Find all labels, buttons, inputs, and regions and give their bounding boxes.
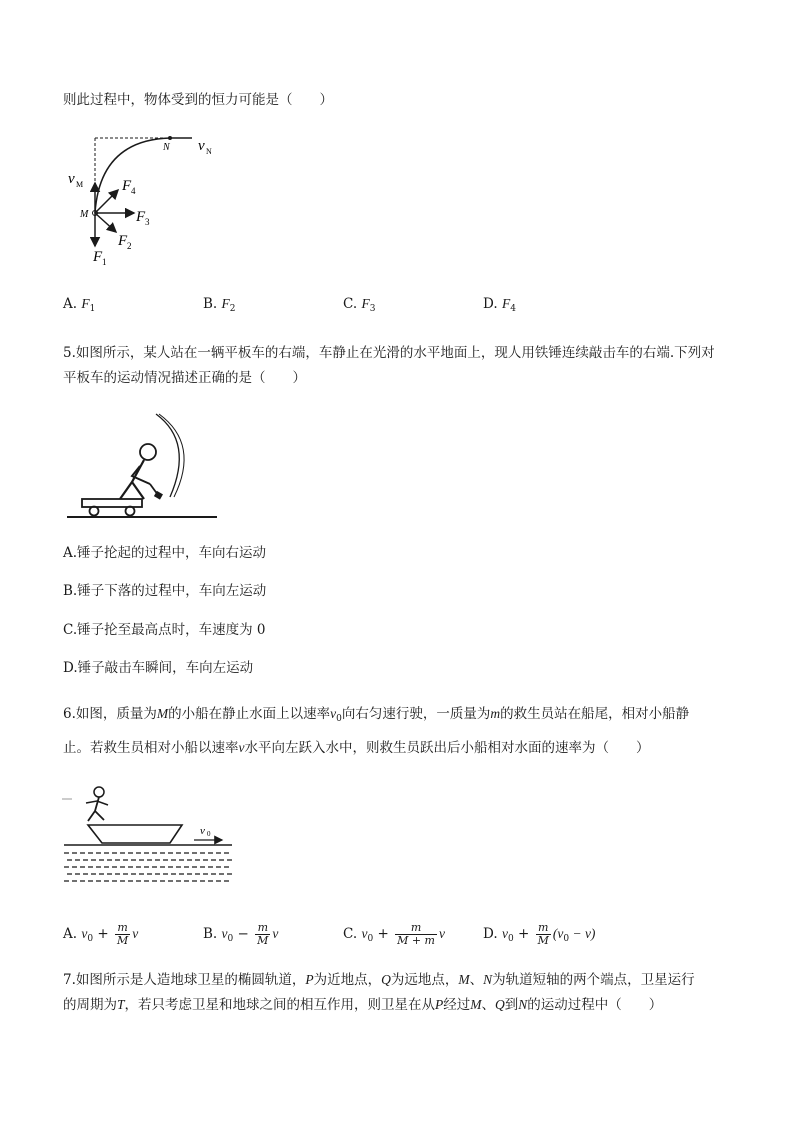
q5-option-d[interactable]: D.锤子敲击车瞬间，车向左运动	[63, 660, 254, 676]
label-F3: F	[136, 209, 146, 225]
q5-option-c[interactable]: C.锤子抡至最高点时，车速度为 0	[63, 622, 266, 638]
label-vN: v	[198, 138, 205, 154]
q4-force-diagram	[60, 128, 220, 268]
q4-option-c[interactable]: C. $F_3$	[343, 296, 376, 314]
label-vM-sub: M	[76, 180, 84, 189]
label-N: N	[163, 142, 170, 153]
label-F3-sub: 3	[145, 217, 150, 227]
q6-option-c[interactable]: C. $v_0$ + $\frac{m}{M + m}$ v	[343, 921, 445, 947]
q4-stem: 则此过程中，物体受到的恒力可能是（ ）	[63, 92, 333, 108]
q6-option-a[interactable]: A. $v_0$ + $\frac{m}{M}$ v	[63, 921, 139, 947]
q6-option-b[interactable]: B. $v_0$ − $\frac{m}{M}$ v	[203, 921, 279, 947]
q6-option-d[interactable]: D. $v_0$ + $\frac{m}{M}$ $(v_0 - v)$	[483, 921, 596, 947]
label-vN-sub: N	[206, 147, 212, 156]
boat-velocity-label: v	[200, 825, 205, 837]
label-vM: v	[68, 171, 75, 187]
boat-velocity-sub: 0	[207, 830, 211, 838]
label-F2: F	[118, 233, 128, 249]
q5-option-a[interactable]: A.锤子抡起的过程中，车向右运动	[63, 545, 267, 561]
q4-option-b[interactable]: B. $F_2$	[203, 296, 236, 314]
q7-stem-line1: 7.如图所示是人造地球卫星的椭圆轨道，P为近地点，Q为远地点，M、N为轨道短轴的两个端点，卫星运行	[63, 972, 695, 988]
q5-stem-line1: 5.如图所示，某人站在一辆平板车的右端，车静止在光滑的水平地面上，现人用铁锤连续敲击车的右端.下列对	[63, 345, 715, 361]
q5-option-b[interactable]: B.锤子下落的过程中，车向左运动	[63, 583, 267, 599]
q5-stem-line2: 平板车的运动情况描述正确的是（ ）	[63, 370, 306, 386]
q4-option-a[interactable]: A. $F_1$	[63, 296, 96, 314]
label-F1-sub: 1	[102, 257, 107, 267]
q6-stem-line2: 止。若救生员相对小船以速率v水平向左跃入水中，则救生员跃出后小船相对水面的速率为（ ）	[63, 740, 650, 756]
label-F4: F	[122, 178, 132, 194]
label-F1: F	[93, 249, 103, 265]
label-F2-sub: 2	[127, 241, 132, 251]
q6-stem-line1: 6.如图，质量为M的小船在静止水面上以速率$v_0$向右匀速行驶，一质量为m的救生员站在船尾，相对小船静	[63, 706, 690, 724]
label-F4-sub: 4	[131, 186, 136, 196]
label-M: M	[80, 209, 89, 220]
q4-option-d[interactable]: D. $F_4$	[483, 296, 516, 314]
q7-stem-line2: 的周期为T，若只考虑卫星和地球之间的相互作用，则卫星在从P经过M、Q到N的运动过程中（ ）	[63, 997, 663, 1013]
q6-boat-figure	[62, 783, 237, 888]
q5-cart-hammer-figure	[62, 402, 222, 527]
